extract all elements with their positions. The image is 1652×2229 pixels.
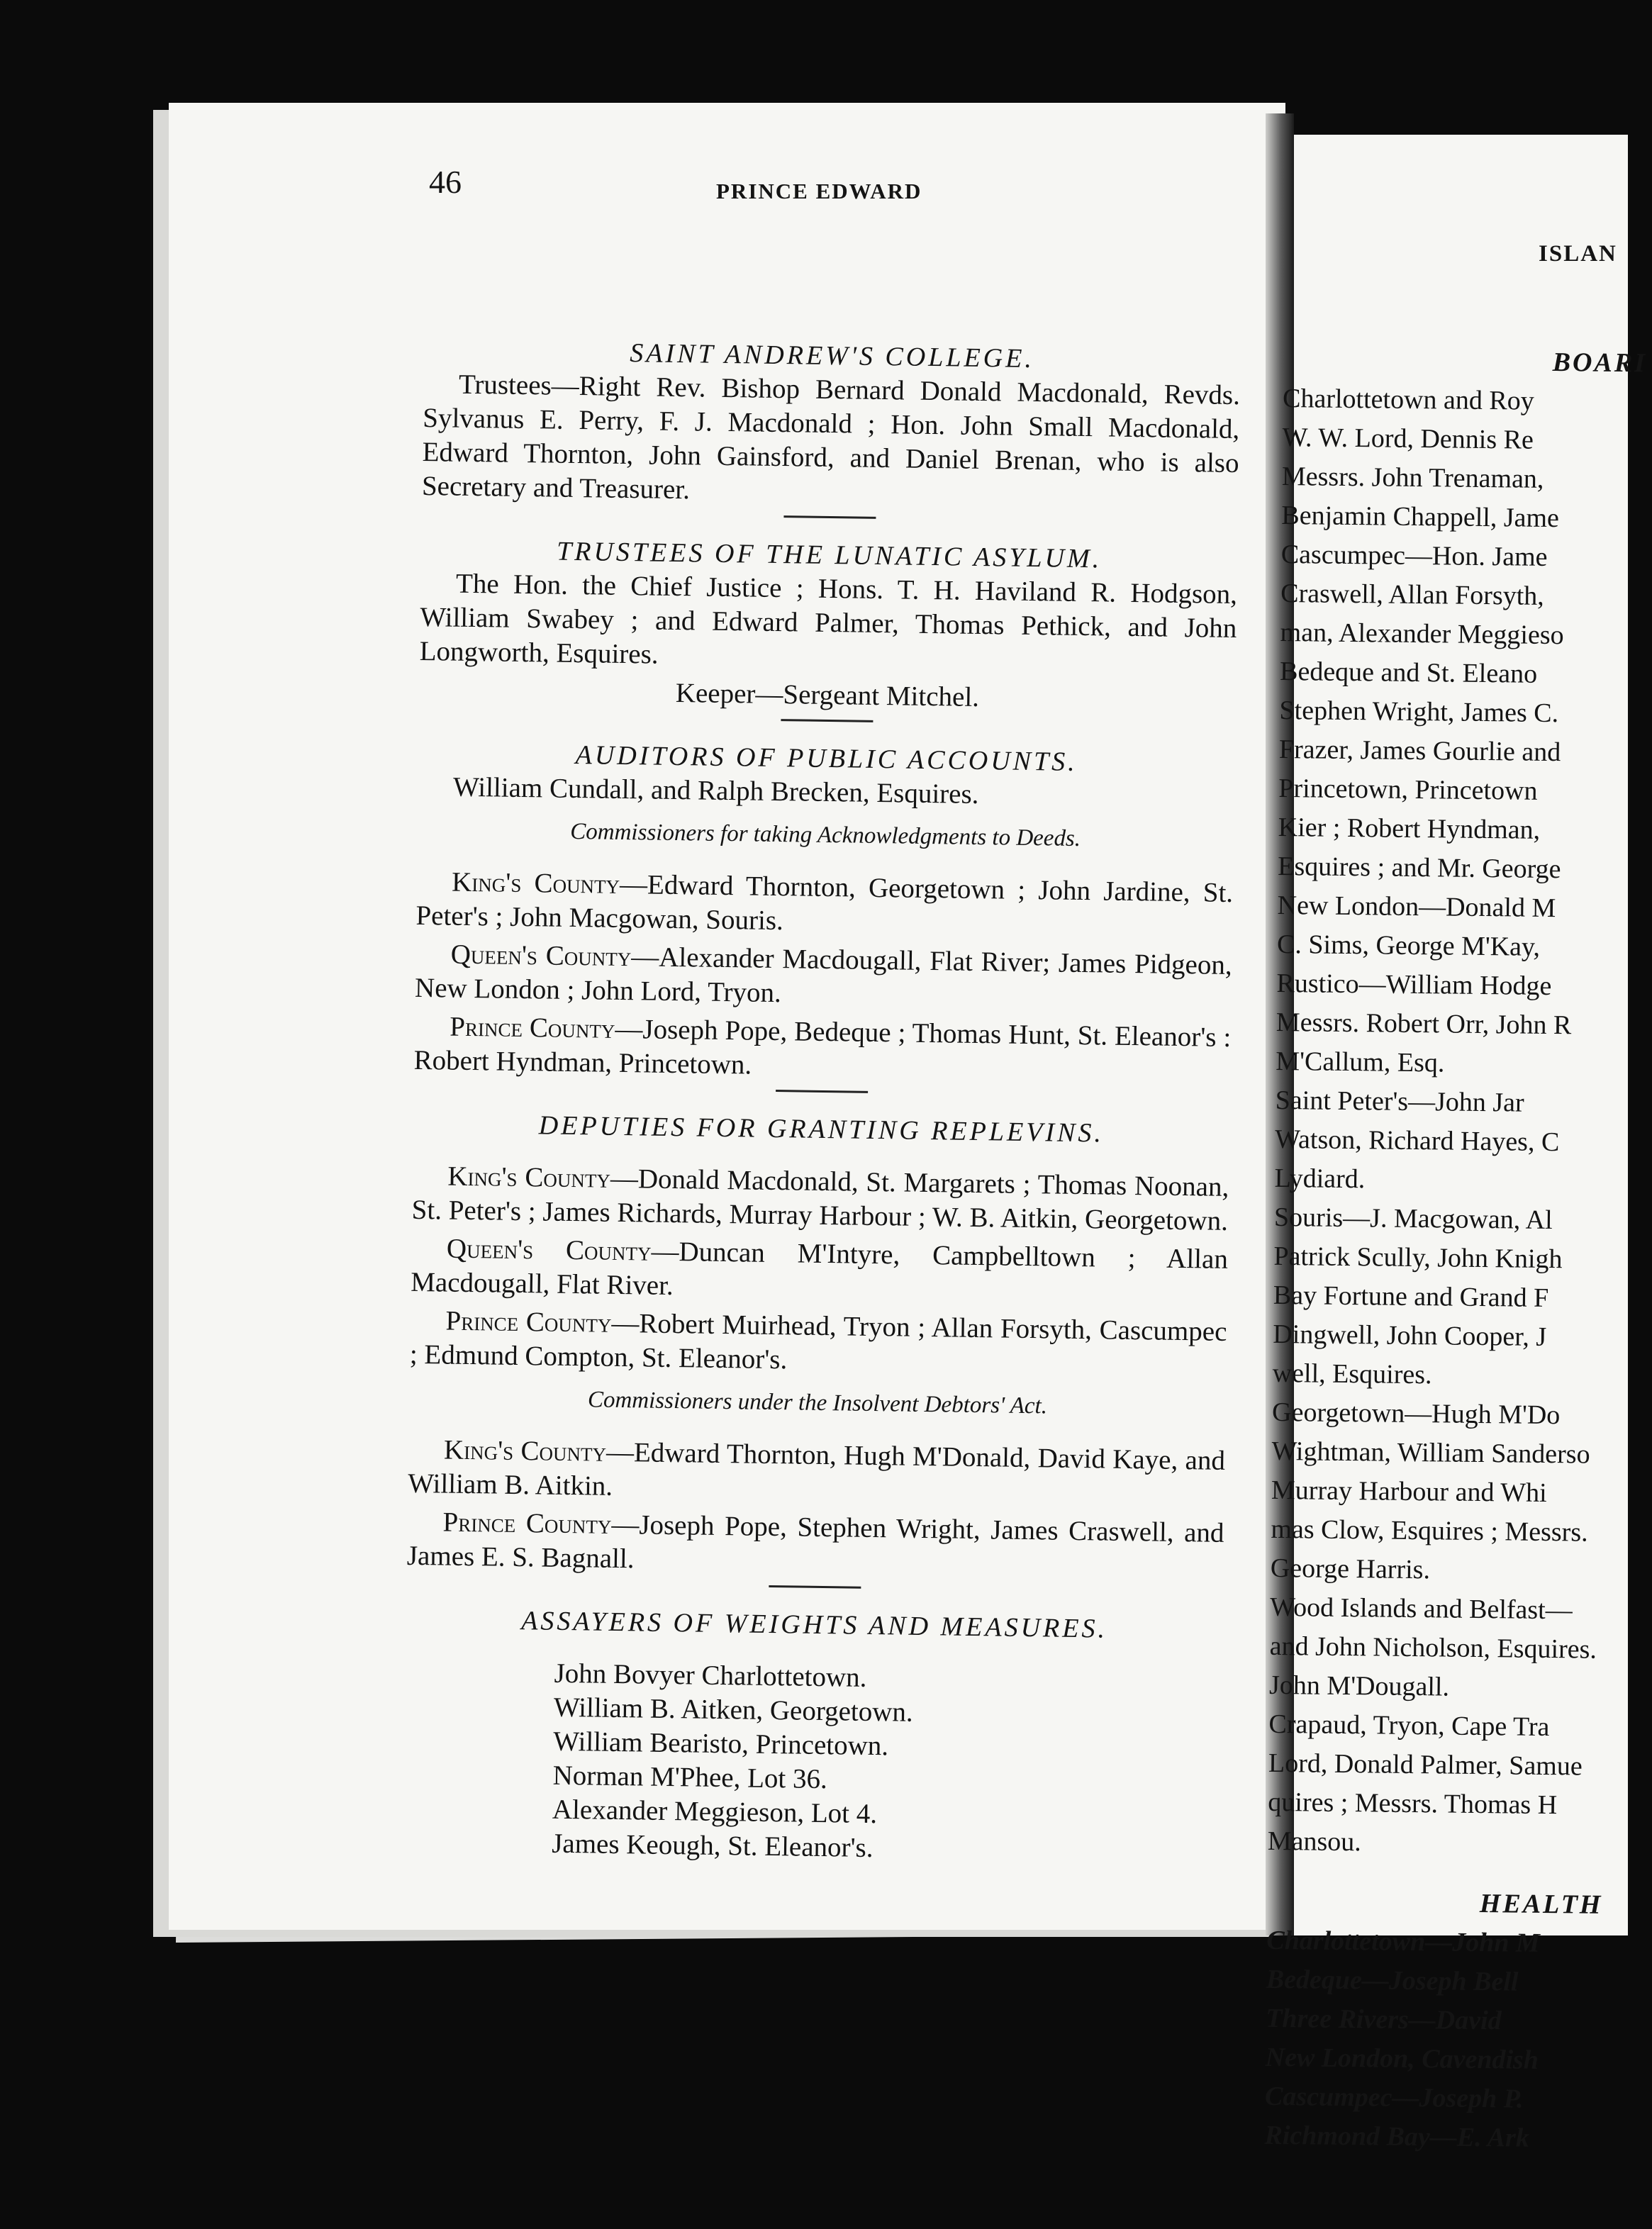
section-paragraph: Trustees—Right Rev. Bishop Bernard Donald Macdonald, Revds. Sylvanus E. Perry, F. J. Macdonald ; Hon. John Small Macdonald, Edward Thornton, John Gainsford, and Daniel Brenan, who is also Secretary and Treasurer. xyxy=(421,369,1241,505)
county-name: King's County xyxy=(447,1161,611,1194)
right-running-head: ISLAN xyxy=(1539,241,1617,267)
right-page-line: Esquires ; and Mr. George xyxy=(1278,851,1561,885)
section-paragraph: William Cundall, and Ralph Brecken, Esquires. xyxy=(452,771,979,810)
health-line: Three Rivers—David xyxy=(1265,2003,1502,2036)
county-text: —Robert Muirhead, Tryon ; Allan Forsyth, Cascumpec ; Edmund Compton, St. Eleanor's. xyxy=(409,1307,1227,1375)
health-lines xyxy=(1264,1921,1635,2159)
right-page-line: Souris—J. Macgowan, Al xyxy=(1273,1202,1553,1236)
page-number: 46 xyxy=(429,164,462,200)
section-heading: DEPUTIES FOR GRANTING REPLEVINS. xyxy=(538,1110,1105,1149)
divider-rule xyxy=(783,515,876,519)
right-lines xyxy=(1268,379,1652,1865)
county-name: Queen's County xyxy=(446,1233,652,1267)
county-name: King's County xyxy=(443,1434,607,1468)
assayer-list xyxy=(552,1657,1222,1870)
county-entry xyxy=(415,937,1232,1017)
running-head: PRINCE EDWARD xyxy=(716,179,922,203)
right-page-line: M'Callum, Esq. xyxy=(1276,1046,1445,1078)
divider-rule xyxy=(769,1585,861,1589)
right-page-line: Bay Fortune and Grand F xyxy=(1273,1280,1549,1313)
right-page-line: Saint Peter's—John Jar xyxy=(1275,1085,1524,1118)
right-page-line: Georgetown—Hugh M'Do xyxy=(1271,1397,1561,1431)
right-page-line: Dingwell, John Cooper, J xyxy=(1273,1319,1547,1352)
county-entry xyxy=(410,1304,1227,1383)
right-page-line: George Harris. xyxy=(1270,1553,1431,1585)
list-item: Norman M'Phee, Lot 36. xyxy=(552,1760,828,1795)
county-name: Prince County xyxy=(445,1305,612,1339)
county-name: Queen's County xyxy=(450,939,632,973)
right-page-line: Craswell, Allan Forsyth, xyxy=(1280,578,1545,611)
right-page-line: Charlottetown and Roy xyxy=(1282,383,1534,416)
right-page-line: Benjamin Chappell, Jame xyxy=(1281,500,1560,534)
county-entry xyxy=(407,1505,1224,1585)
county-text: —Duncan M'Intyre, Campbelltown ; Allan Macdougall, Flat River. xyxy=(411,1236,1229,1302)
right-page-line: Lord, Donald Palmer, Samue xyxy=(1268,1748,1583,1782)
health-line: Charlottetown—John M xyxy=(1266,1925,1540,1958)
list-item: James Keough, St. Eleanor's. xyxy=(551,1828,874,1864)
right-page-line: Watson, Richard Hayes, C xyxy=(1274,1124,1560,1158)
right-page-line: Wood Islands and Belfast— xyxy=(1270,1592,1573,1626)
right-page-text xyxy=(1264,340,1652,2159)
right-page-line: Bedeque and St. Eleano xyxy=(1279,656,1538,689)
county-text: —Edward Thornton, Georgetown ; John Jardine, St. Peter's ; John Macgowan, Souris. xyxy=(415,868,1234,937)
section-heading: SAINT ANDREW'S COLLEGE. xyxy=(630,338,1035,374)
right-page-line: Cascumpec—Hon. Jame xyxy=(1280,539,1548,572)
county-entry xyxy=(411,1231,1228,1311)
county-entry xyxy=(411,1159,1229,1239)
section-heading: AUDITORS OF PUBLIC ACCOUNTS. xyxy=(575,740,1078,777)
right-page-line: New London—Donald M xyxy=(1277,890,1556,924)
right-page-line: man, Alexander Meggieso xyxy=(1280,617,1564,651)
right-page-line: Rustico—William Hodge xyxy=(1276,968,1552,1002)
right-page-line: Mansou. xyxy=(1267,1826,1361,1858)
county-text: —Joseph Pope, Stephen Wright, James Craswell, and James E. S. Bagnall. xyxy=(406,1509,1224,1575)
county-text: —Donald Macdonald, St. Margarets ; Thomas Noonan, St. Peter's ; James Richards, Murray Harbour ; W. B. Aitkin, Georgetown. xyxy=(411,1163,1229,1236)
list-item: John Bovyer Charlottetown. xyxy=(554,1658,867,1693)
list-item: William Bearisto, Princetown. xyxy=(552,1726,889,1762)
right-page-line: Messrs. Robert Orr, John R xyxy=(1276,1007,1572,1041)
subheading: Commissioners for taking Acknowledgments to Deeds. xyxy=(570,818,1081,851)
subheading: Commissioners under the Insolvent Debtors' Act. xyxy=(587,1387,1048,1419)
section-paragraph: The Hon. the Chief Justice ; Hons. T. H. Haviland R. Hodgson, William Swabey ; and Edward Palmer, Thomas Pethick, and John Longworth, Esquires. xyxy=(419,568,1238,670)
county-text: —Alexander Macdougall, Flat River; James Pidgeon, New London ; John Lord, Tryon. xyxy=(414,942,1232,1009)
right-page-line: Crapaud, Tryon, Cape Tra xyxy=(1268,1709,1550,1743)
county-text: —Joseph Pope, Bedeque ; Thomas Hunt, St. Eleanor's : Robert Hyndman, Princetown. xyxy=(413,1013,1232,1080)
county-entry xyxy=(413,1010,1231,1089)
right-page-line: well, Esquires. xyxy=(1272,1358,1432,1390)
right-page-line: Patrick Scully, John Knigh xyxy=(1273,1241,1563,1275)
right-page-line: John M'Dougall. xyxy=(1268,1670,1450,1702)
right-page-line: Lydiard. xyxy=(1274,1163,1366,1195)
right-page-line: Stephen Wright, James C. xyxy=(1279,695,1559,729)
left-page-text xyxy=(403,333,1241,1870)
right-page-line: quires ; Messrs. Thomas H xyxy=(1268,1787,1558,1821)
divider-rule xyxy=(776,1090,868,1093)
section-heading: ASSAYERS OF WEIGHTS AND MEASURES. xyxy=(520,1606,1108,1644)
right-page-line: Messrs. John Trenaman, xyxy=(1281,461,1544,494)
county-text: —Edward Thornton, Hugh M'Donald, David Kaye, and William B. Aitkin. xyxy=(408,1436,1226,1502)
right-page-line: Frazer, James Gourlie and xyxy=(1278,734,1561,768)
right-page-line: Kier ; Robert Hyndman, xyxy=(1278,812,1541,845)
keeper-line: Keeper—Sergeant Mitchel. xyxy=(675,678,980,713)
section-heading: TRUSTEES OF THE LUNATIC ASYLUM. xyxy=(556,536,1103,574)
right-heading: BOARI xyxy=(1552,347,1648,379)
county-name: King's County xyxy=(451,866,620,900)
right-page-line: mas Clow, Esquires ; Messrs. xyxy=(1271,1514,1588,1548)
county-name: Prince County xyxy=(442,1507,612,1540)
list-item: William B. Aitken, Georgetown. xyxy=(553,1692,914,1728)
right-page-line: Wightman, William Sanderso xyxy=(1271,1436,1590,1470)
list-item: Alexander Meggieson, Lot 4. xyxy=(552,1794,878,1830)
right-page-line: and John Nicholson, Esquires. xyxy=(1269,1631,1597,1665)
health-line: Cascumpec—Joseph P. xyxy=(1264,2081,1524,2114)
county-entry xyxy=(408,1433,1225,1512)
county-entry xyxy=(415,865,1233,944)
divider-rule xyxy=(781,719,873,722)
health-heading: HEALTH xyxy=(1479,1889,1603,1920)
health-line: Bedeque—Joseph Bell xyxy=(1266,1964,1519,1997)
right-page-line: C. Sims, George M'Kay, xyxy=(1276,929,1541,962)
health-line: New London, Cavendish xyxy=(1265,2042,1539,2075)
right-page-line: W. W. Lord, Dennis Re xyxy=(1282,422,1534,455)
right-page-line: Princetown, Princetown xyxy=(1278,773,1538,806)
county-name: Prince County xyxy=(450,1011,615,1044)
health-line: Richmond Bay—E. Ark xyxy=(1264,2120,1530,2153)
right-page-line: Murray Harbour and Whi xyxy=(1271,1475,1547,1508)
